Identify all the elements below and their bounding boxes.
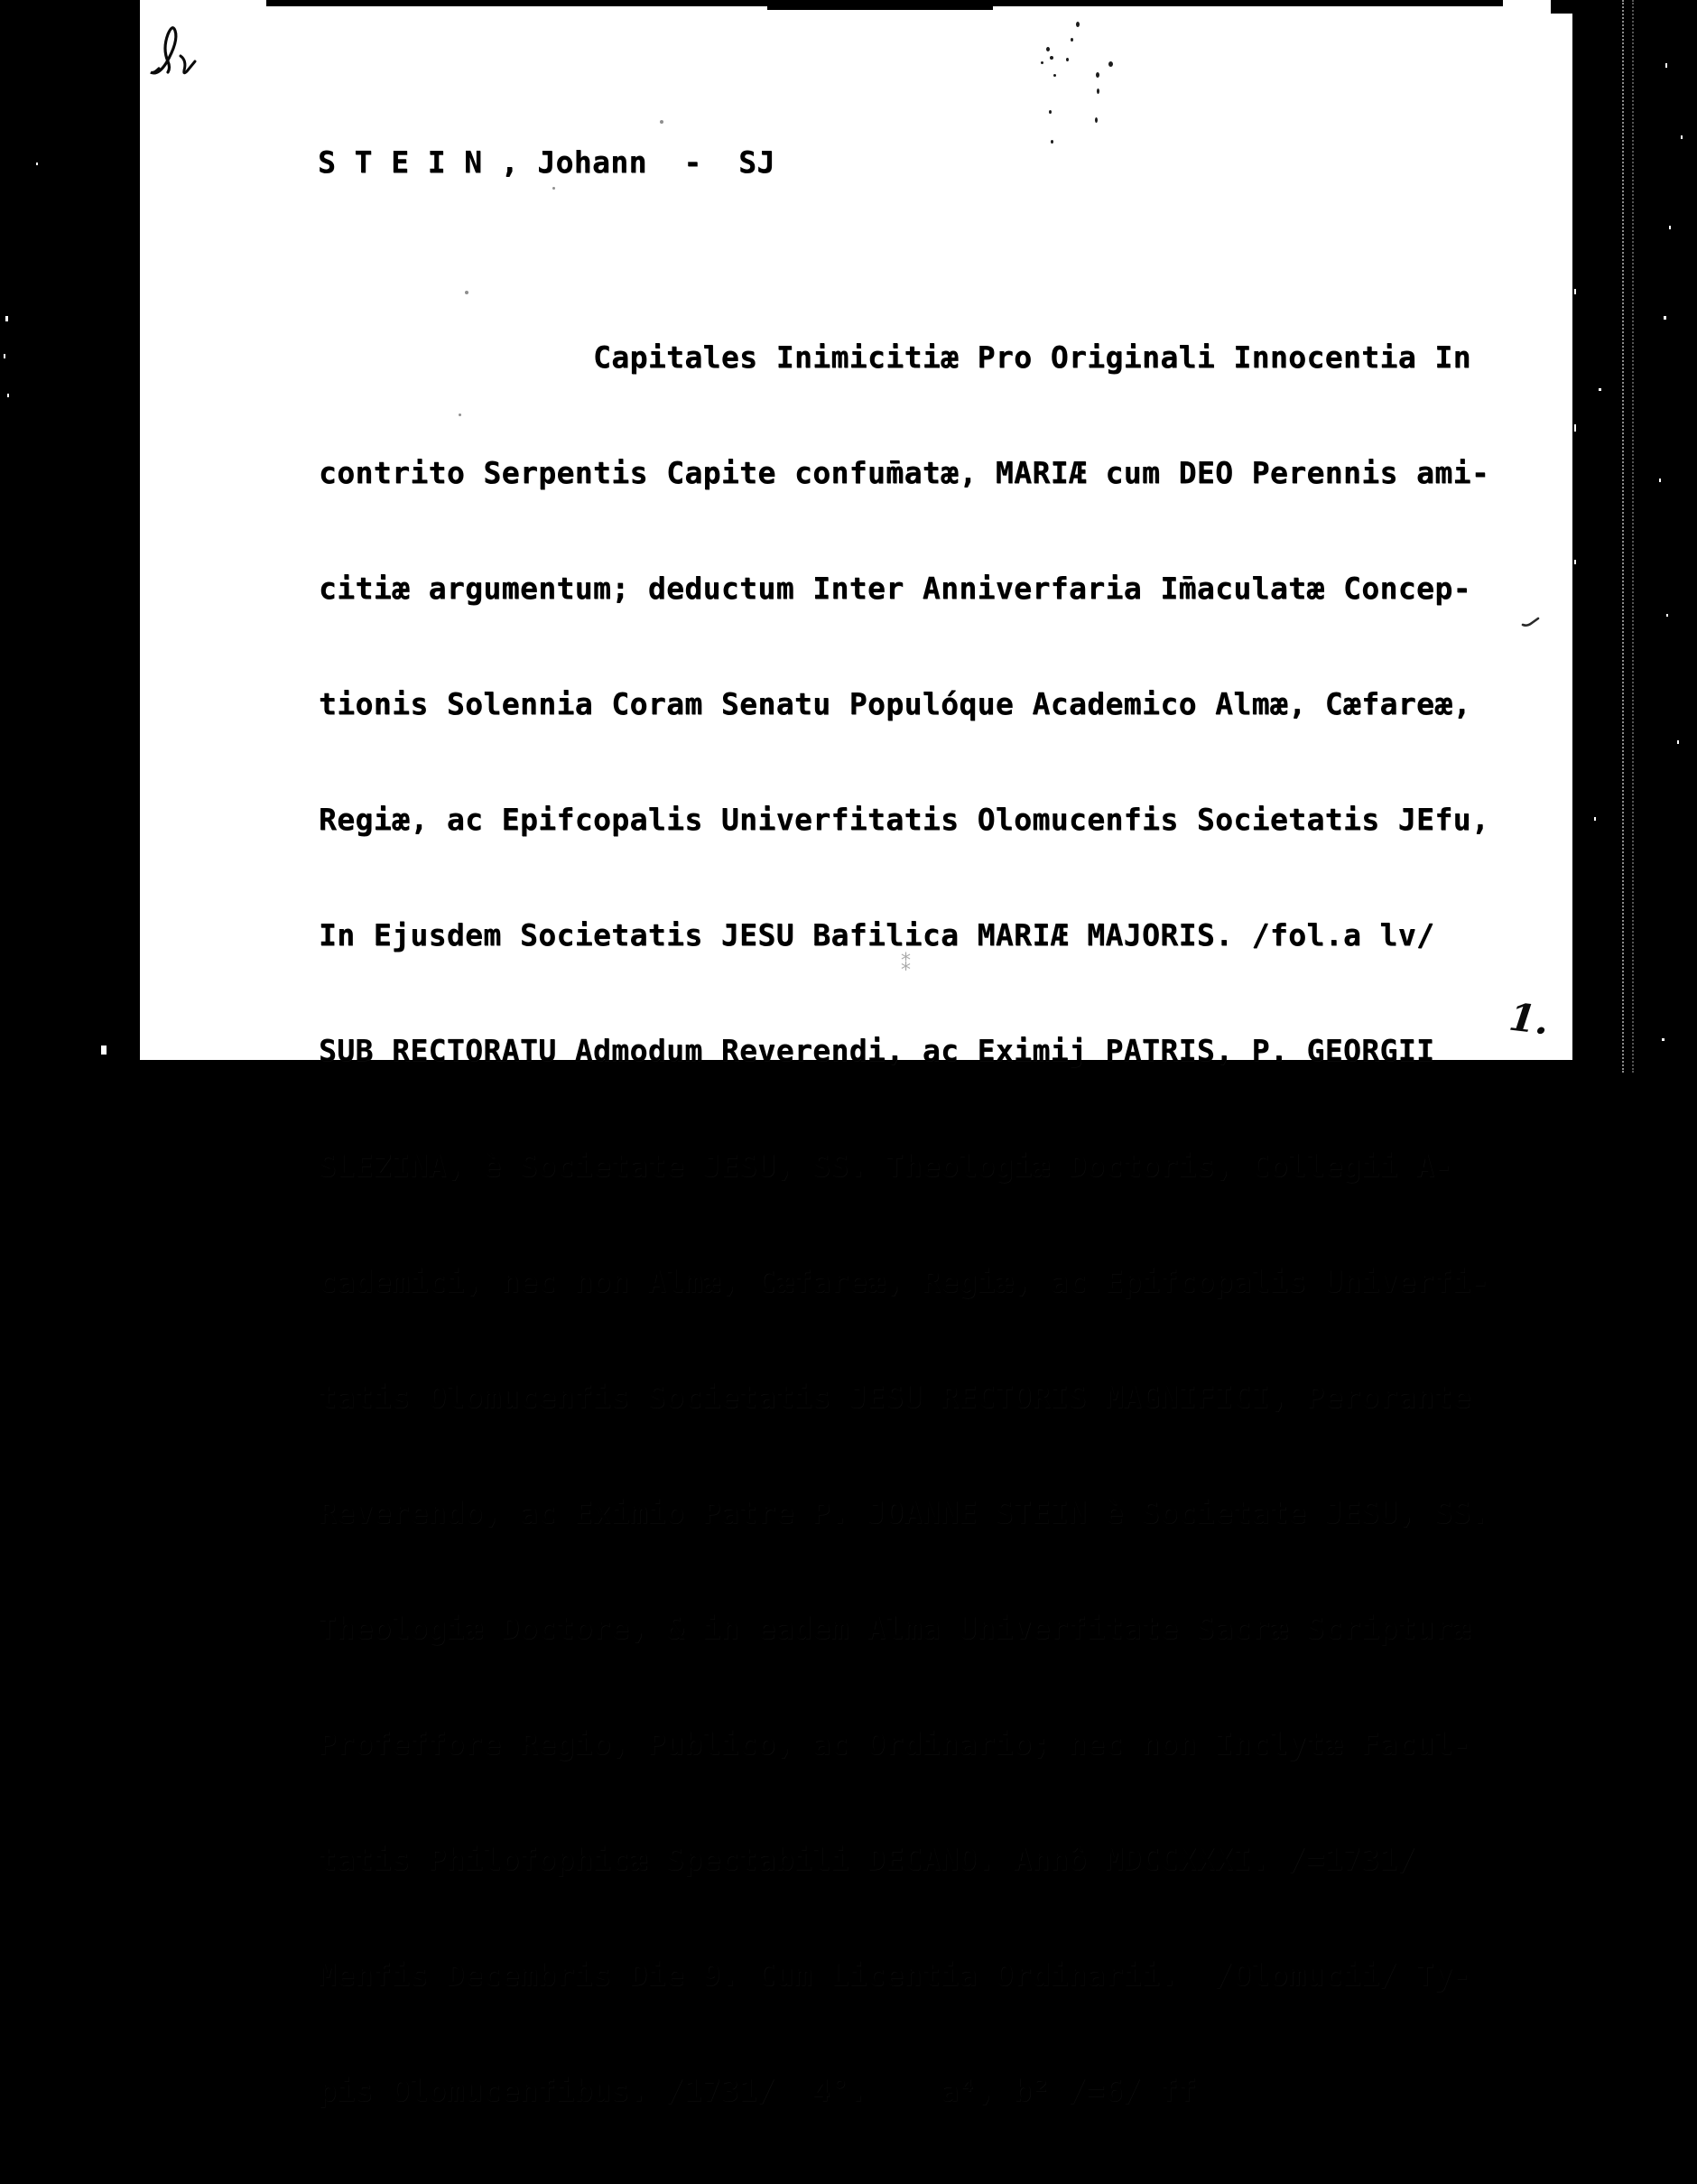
body-line-1: Capitales Inimicitiæ Pro Originali Innocentia In [319, 339, 1471, 375]
body-line-11: Reverendo, ac Eximio Patre P. JOANNE STEIN è Societate JESU, SS. [319, 1495, 1490, 1530]
faint-erased-mark: ⁑ [901, 953, 913, 976]
body-line-5: Regiæ, ac Epifcopalis Univerfitatis Olomucenfis Societatis JEfu, [319, 802, 1490, 837]
paper-speck [660, 120, 663, 124]
pen-tick-icon [1521, 616, 1541, 628]
body-line-16: pis Olomucenfibus. /1731/ 4°. a⁴, b² /=6/ ff [319, 2073, 1197, 2108]
body-line-12: Theologiæ Doctore, & in eadem Alma Univerfitate Sacræ Scripturæ [319, 1611, 1471, 1646]
body-line-15: Menfis Decembris Die 9. Cum Licentia Ordinarii. /Olomucii/ Ty- [319, 1957, 1471, 1993]
body-line-7: SUB RECTORATU Admodum Reverendi, ac Eximij PATRIS, P. GEORGII [319, 1033, 1435, 1068]
body-line-2: contrito Serpentis Capite confum̄atæ, MARIÆ cum DEO Perennis ami- [319, 455, 1490, 490]
body-line-8: SLEZINA, è Societate JESU, SS. Theologiæ Doctoris, Collegii A- [319, 1148, 1453, 1184]
body-line-13: Profeffore Regio, Publico, ac Ordinario; nec non Inclytæ Facul- [319, 1726, 1471, 1761]
body-line-3: citiæ argumentum; deductum Inter Anniverfaria Im̄aculatæ Concep- [319, 571, 1471, 606]
document-heading: S T E I N , Johann - SJ [318, 144, 775, 180]
body-line-9: cademici, nec non Almæ, Cæfareæ, Regiæ, ac Epifcopalis Univerfi- [319, 1264, 1490, 1299]
scan-border-top-blob [767, 0, 993, 10]
body-line-4: tionis Solennia Coram Senatu Populóque Academico Almæ, Cæfareæ, [319, 686, 1471, 721]
body-line-10: tatis Olomucenfis Societatis JESU RECTORIS MAGNIFICI, Perorante [319, 1380, 1471, 1415]
handwritten-page-number: 1. [1507, 994, 1552, 1044]
handwritten-initials-icon [146, 13, 232, 89]
body-line-14: tatis Philofophicæ Spectabili DECANO. Annô MDCCXXXI. /=1731/ [319, 1842, 1417, 1877]
document-body [319, 265, 1489, 2184]
paper-speck [552, 187, 555, 190]
scan-border-top-corner [1551, 0, 1572, 14]
body-line-6: In Ejusdem Societatis JESU Bafilica MARIÆ MAJORIS. /fol.a lv/ [319, 917, 1435, 953]
